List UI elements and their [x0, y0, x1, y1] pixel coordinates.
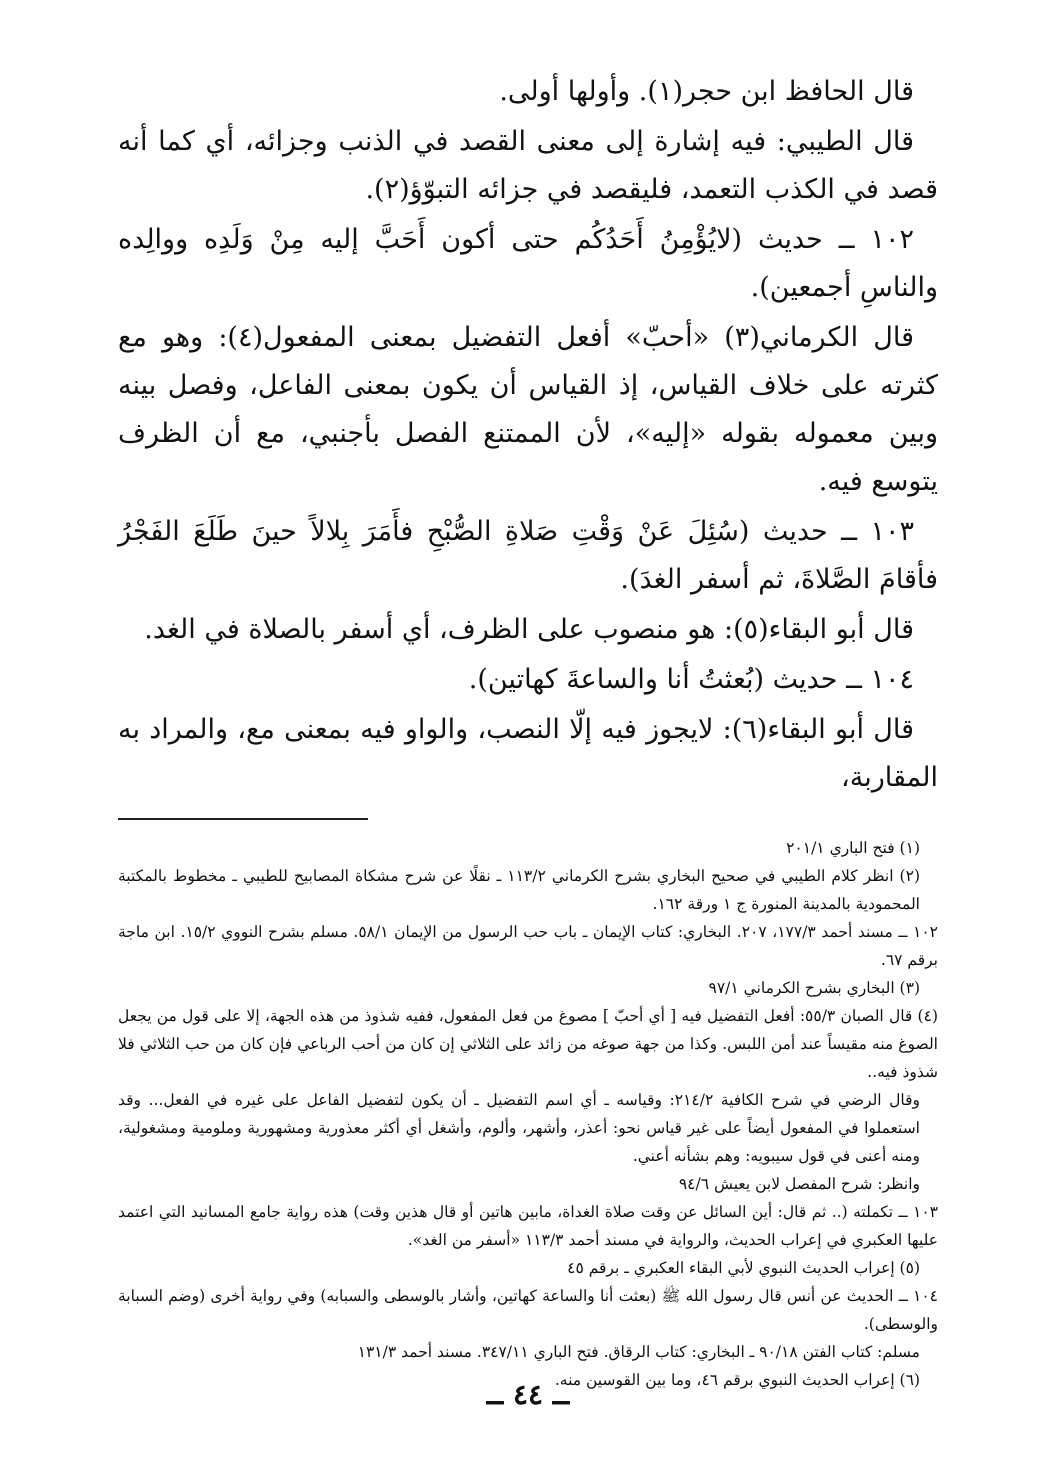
footnote-104: ١٠٤ ــ الحديث عن أنس قال رسول الله ﷺ (بعثت أنا والساعة كهاتين، وأشار بالوسطى والسبابه) وفي رواية أخرى (وضم السبابة والوسطى). [118, 1287, 938, 1333]
footnote-4-continued: وقال الرضي في شرح الكافية ٢١٤/٢: وقياسه ـ أي اسم التفضيل ـ أن يكون لتفضيل الفاعل على غيره في الفعل... وقد استعملوا في المفعول أيضاً على غير قياس نحو: أعذر، وأشهر، وألوم، وأشغل أي أكثر معذورية ومشهورية وملومية ومشغولية، ومنه أعنى في قول سيبويه: وهم بشأنه أعني. [118, 1091, 920, 1165]
hadith-103: ١٠٣ ــ حديث (سُئِلَ عَنْ وَقْتِ صَلاةِ الصُّبْحِ فأَمَرَ بِلالاً حينَ طَلَعَ الفَجْرُ فأقامَ الصَّلاةَ، ثم أسفر الغدَ). [118, 516, 938, 595]
footnote-102: ١٠٢ ــ مسند أحمد ١٧٧/٣، ٢٠٧. البخاري: كتاب الإيمان ـ باب حب الرسول من الإيمان ٥٨/١. مسلم بشرح النووي ١٥/٢. ابن ماجة برقم ٦٧. [118, 923, 938, 969]
page-number: ــ ٤٤ ــ [486, 1378, 570, 1411]
footnote-2: (٢) انظر كلام الطيبي في صحيح البخاري بشرح الكرماني ١١٣/٢ ـ نقلًا عن شرح مشكاة المصابيح للطيبي ـ مخطوط بالمكتبة المحمودية بالمدينة المنورة ج ١ ورقة ١٦٢. [118, 867, 920, 913]
footnotes [118, 834, 938, 1394]
footnote-1: (١) فتح الباري ٢٠١/١ [786, 839, 920, 857]
paragraph-tibi: قال الطيبي: فيه إشارة إلى معنى القصد في الذنب وجزائه، أي كما أنه قصد في الكذب التعمد، فليقصد في جزائه التبوّؤ(٢). [118, 126, 938, 205]
hadith-104: ١٠٤ ــ حديث (بُعثتُ أنا والساعةَ كهاتين). [468, 664, 914, 695]
page [118, 68, 938, 1394]
footnote-5: (٥) إعراب الحديث النبوي لأبي البقاء العكبري ـ برقم ٤٥ [567, 1259, 920, 1277]
paragraph-ibn-hajar: قال الحافظ ابن حجر(١). وأولها أولى. [499, 76, 914, 107]
paragraph-abu-baqa-1: قال أبو البقاء(٥): هو منصوب على الظرف، أي أسفر بالصلاة في الغد. [144, 614, 914, 645]
footnote-104-sources: مسلم: كتاب الفتن ٩٠/١٨ ـ البخاري: كتاب الرقاق. فتح الباري ٣٤٧/١١. مسند أحمد ١٣١/٣ [357, 1343, 920, 1361]
footnote-4-see-also: وانظر: شرح المفصل لابن يعيش ٩٤/٦ [678, 1175, 920, 1193]
footnote-4: (٤) قال الصبان ٥٥/٣: أفعل التفضيل فيه [ أي أحبّ ] مصوغ من فعل المفعول، ففيه شذوذ من هذه الجهة، إلا على قول من يجعل الصوغ منه مقيساً عند أمن اللبس. وكذا من جهة صوغه من زائد على الثلاثي إن كان من أحب الرباعي فإن كان من حب الثلاثي فلا شذوذ فيه.. [118, 1007, 938, 1081]
paragraph-abu-baqa-2: قال أبو البقاء(٦): لايجوز فيه إلّا النصب، والواو فيه بمعنى مع، والمراد به المقاربة، [118, 714, 938, 793]
footnote-separator [118, 818, 368, 820]
hadith-102: ١٠٢ ــ حديث (لايُؤْمِنُ أَحَدُكُم حتى أكون أَحَبَّ إليه مِنْ وَلَدِه ووالِده والناسِ أجمعين). [118, 224, 938, 303]
main-text [118, 68, 938, 802]
footnote-103: ١٠٣ ــ تكملته (.. ثم قال: أين السائل عن وقت صلاة الغداة، مابين هاتين أو قال هذين وقت) هذه رواية جامع المسانيد التي اعتمد عليها العكبري في إعراب الحديث، والرواية في مسند أحمد ١١٣/٣ «أسفر من الغد». [118, 1203, 938, 1249]
footnote-6: (٦) إعراب الحديث النبوي برقم ٤٦، وما بين القوسين منه. [554, 1371, 920, 1389]
footnote-3: (٣) البخاري بشرح الكرماني ٩٧/١ [708, 979, 920, 997]
paragraph-kirmani: قال الكرماني(٣) «أحبّ» أفعل التفضيل بمعنى المفعول(٤): وهو مع كثرته على خلاف القياس، إذ القياس أن يكون بمعنى الفاعل، وفصل بينه وبين معموله بقوله «إليه»، لأن الممتنع الفصل بأجنبي، مع أن الظرف يتوسع فيه. [118, 322, 938, 497]
